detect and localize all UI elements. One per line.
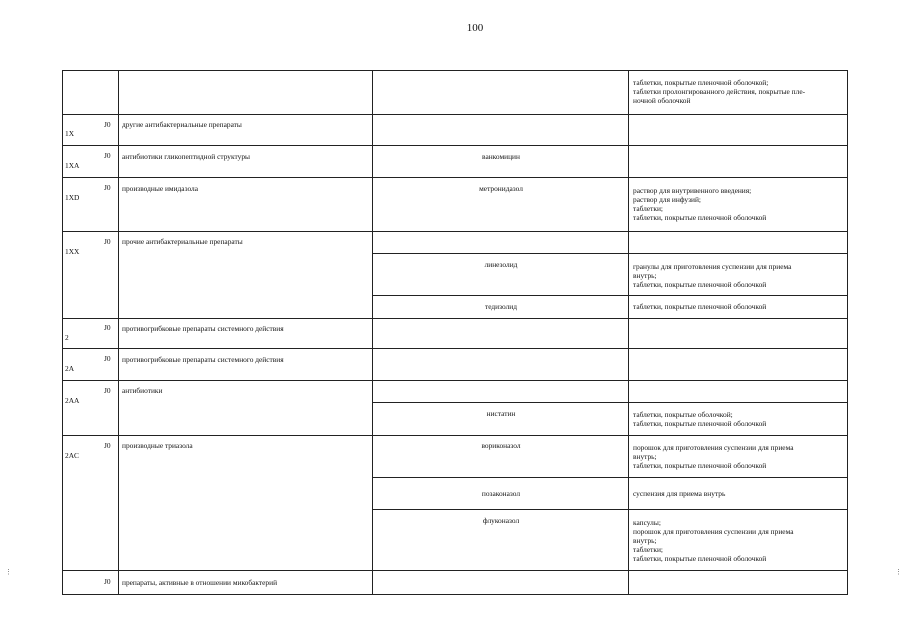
row-divider — [62, 380, 848, 381]
row-divider — [62, 145, 848, 146]
dosage-form-cell: суспензия для приема внутрь — [633, 489, 726, 498]
dosage-form-cell: гранулы для приготовления суспензии для приема внутрь; таблетки, покрытые пленочной оболочкой — [633, 262, 792, 289]
atc-code-prefix: J0 — [104, 577, 111, 586]
row-divider — [372, 295, 848, 296]
drug-name-cell: нистатин — [486, 409, 516, 418]
drug-name-cell: ванкомицин — [482, 152, 520, 161]
edge-mark-left: ⋮ — [5, 568, 12, 576]
atc-code-prefix: J0 — [104, 237, 111, 246]
table-border-right — [847, 70, 848, 595]
page-number: 100 — [466, 22, 484, 34]
table-border-top — [62, 70, 848, 71]
dosage-form-cell: таблетки, покрытые пленочной оболочкой — [633, 302, 767, 311]
row-divider — [372, 509, 848, 510]
group-name-cell: производные триазола — [122, 441, 193, 450]
dosage-form-cell: раствор для внутривенного введения; раствор для инфузий; таблетки; таблетки, покрытые пленочной оболочкой — [633, 186, 767, 222]
group-name-cell: антибиотики — [122, 386, 163, 395]
atc-code-suffix: 1XA — [65, 161, 80, 170]
dosage-form-cell: капсулы; порошок для приготовления суспензии для приема внутрь; таблетки; таблетки, покрытые пленочной оболочкой — [633, 518, 794, 563]
atc-code-prefix: J0 — [104, 151, 111, 160]
atc-code-suffix: 1X — [65, 129, 75, 138]
atc-code-prefix: J0 — [104, 441, 111, 450]
group-name-cell: препараты, активные в отношении микобактерий — [122, 578, 278, 587]
atc-code-suffix: 1XD — [65, 193, 80, 202]
dosage-form-cell: таблетки, покрытые оболочкой; таблетки, покрытые пленочной оболочкой — [633, 410, 767, 428]
column-divider-drug — [628, 70, 629, 595]
group-name-cell: противогрибковые препараты системного действия — [122, 355, 284, 364]
group-name-cell: другие антибактериальные препараты — [122, 120, 242, 129]
atc-code-suffix: 2AA — [65, 396, 80, 405]
atc-code-suffix: 2 — [65, 333, 69, 342]
edge-mark-right: ⋮ — [895, 568, 902, 576]
group-name-cell: прочие антибактериальные препараты — [122, 237, 243, 246]
atc-code-prefix: J0 — [104, 183, 111, 192]
group-name-cell: противогрибковые препараты системного действия — [122, 324, 284, 333]
row-divider — [372, 477, 848, 478]
drug-name-cell: позаконазол — [481, 489, 521, 498]
atc-code-prefix: J0 — [104, 354, 111, 363]
table-border-left — [62, 70, 63, 595]
dosage-form-cell: таблетки, покрытые пленочной оболочкой; таблетки пролонгированного действия, покрытые пле- ночной оболочкой — [633, 78, 806, 105]
row-divider — [372, 402, 848, 403]
row-divider — [62, 435, 848, 436]
column-divider-name — [372, 70, 373, 595]
table-border-bottom — [62, 594, 848, 595]
atc-code-suffix: 1XX — [65, 247, 80, 256]
atc-code-prefix: J0 — [104, 323, 111, 332]
drug-name-cell: линезолид — [484, 260, 518, 269]
atc-code-suffix: 2A — [65, 364, 75, 373]
row-divider — [62, 177, 848, 178]
group-name-cell: антибиотики гликопептидной структуры — [122, 152, 250, 161]
atc-code-prefix: J0 — [104, 120, 111, 129]
row-divider — [62, 570, 848, 571]
drug-name-cell: вориконазол — [481, 441, 521, 450]
atc-code-prefix: J0 — [104, 386, 111, 395]
drug-name-cell: флуконазол — [482, 516, 520, 525]
row-divider — [372, 253, 848, 254]
drug-name-cell: тедизолид — [484, 302, 517, 311]
drug-name-cell: метронидазол — [479, 184, 523, 193]
atc-code-suffix: 2AC — [65, 451, 79, 460]
row-divider — [62, 114, 848, 115]
row-divider — [62, 348, 848, 349]
row-divider — [62, 318, 848, 319]
column-divider-code — [118, 70, 119, 595]
row-divider — [62, 231, 848, 232]
dosage-form-cell: порошок для приготовления суспензии для приема внутрь; таблетки, покрытые пленочной оболочкой — [633, 443, 794, 470]
group-name-cell: производные имидазола — [122, 184, 199, 193]
